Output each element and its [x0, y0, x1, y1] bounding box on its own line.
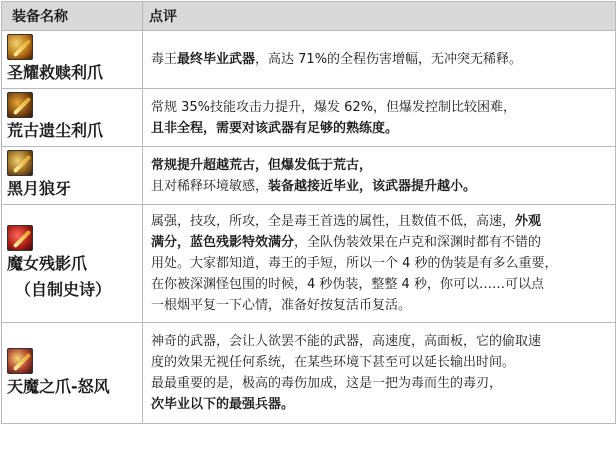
review-text: 在你被深渊怪包围的时候，4 秒伪装，整整 4 秒，你可以……可以点 [151, 277, 544, 292]
review-cell [143, 147, 616, 205]
review-line [151, 155, 609, 176]
review-text: 属强，技攻，所攻，全是毒王首选的属性，且数值不低，高速， [151, 214, 516, 229]
review-emphasis: 且非全程，需要对该武器有足够的熟练度。 [151, 120, 399, 136]
review-cell [143, 89, 616, 147]
review-text: 最最重要的是，极高的毒伤加成，这是一把为毒而生的毒刃， [151, 376, 503, 391]
table-row [2, 31, 616, 89]
table-row [2, 89, 616, 147]
weapon-review-table [1, 1, 616, 424]
equipment-cell [2, 147, 143, 205]
review-line [151, 118, 609, 139]
review-cell [143, 205, 616, 323]
table-header-row [2, 2, 616, 31]
claw-weapon-icon [7, 348, 33, 374]
equipment-cell [2, 31, 143, 89]
review-emphasis: 满分，蓝色残影特效满分 [151, 235, 295, 250]
review-cell [143, 31, 616, 89]
review-emphasis: 装备越接近毕业，该武器提升越小。 [268, 178, 477, 194]
review-emphasis: 最终毕业武器 [177, 52, 256, 67]
equipment-cell [2, 205, 143, 323]
review-text: 一根烟平复一下心情，准备好按复活币复活。 [151, 298, 412, 313]
review-line [151, 352, 609, 373]
equipment-name: 圣耀救赎利爪 [7, 63, 104, 82]
review-text: ，全队伪装效果在卢克和深渊时都有不错的 [294, 235, 542, 250]
review-line [151, 232, 609, 253]
table-row [2, 205, 616, 323]
review-line [151, 253, 609, 274]
review-text: 度的效果无视任何系统，在某些环境下甚至可以延长输出时间。 [151, 355, 516, 370]
review-text: 用处。大家都知道，毒王的手短，所以一个 4 秒的伪装是有多么重要， [151, 256, 558, 271]
table-row [2, 323, 616, 424]
review-emphasis: 次毕业以下的最强兵器。 [151, 397, 295, 412]
review-text: ，高达 71%的全程伤害增幅，无冲突无稀释。 [255, 52, 523, 67]
equipment-name: 荒古遗尘利爪 [7, 121, 104, 140]
review-line [151, 211, 609, 232]
review-text: 常规 35%技能攻击力提升，爆发 62%，但爆发控制比较困难， [151, 99, 517, 115]
header-equipment-name: 装备名称 [2, 2, 143, 31]
claw-weapon-icon [7, 150, 33, 176]
table-row [2, 147, 616, 205]
review-line [151, 97, 609, 118]
review-text: 且对稀释环境敏感， [151, 178, 269, 194]
claw-weapon-icon [7, 34, 33, 60]
review-line [151, 176, 609, 197]
review-text: 神奇的武器，会让人欲罢不能的武器，高速度，高面板，它的偷取速 [151, 334, 542, 349]
review-line [151, 331, 609, 352]
review-line [151, 373, 609, 394]
review-emphasis: 常规提升超越荒古，但爆发低于荒古， [151, 157, 373, 173]
equipment-cell [2, 323, 143, 424]
equipment-cell [2, 89, 143, 147]
claw-weapon-icon [7, 225, 33, 251]
review-emphasis: 外观 [515, 214, 542, 229]
claw-weapon-icon [7, 92, 33, 118]
equipment-subtitle: （自制史诗） [15, 280, 112, 299]
review-line [151, 274, 609, 295]
header-review: 点评 [143, 2, 616, 31]
review-text: 毒王 [151, 52, 178, 67]
review-cell [143, 323, 616, 424]
equipment-name: 天魔之爪-怒风 [7, 376, 110, 396]
equipment-name: 魔女残影爪 [7, 254, 88, 273]
review-line [151, 295, 609, 316]
review-line [151, 394, 609, 415]
equipment-name: 黑月狼牙 [7, 179, 72, 198]
review-line [151, 49, 609, 70]
